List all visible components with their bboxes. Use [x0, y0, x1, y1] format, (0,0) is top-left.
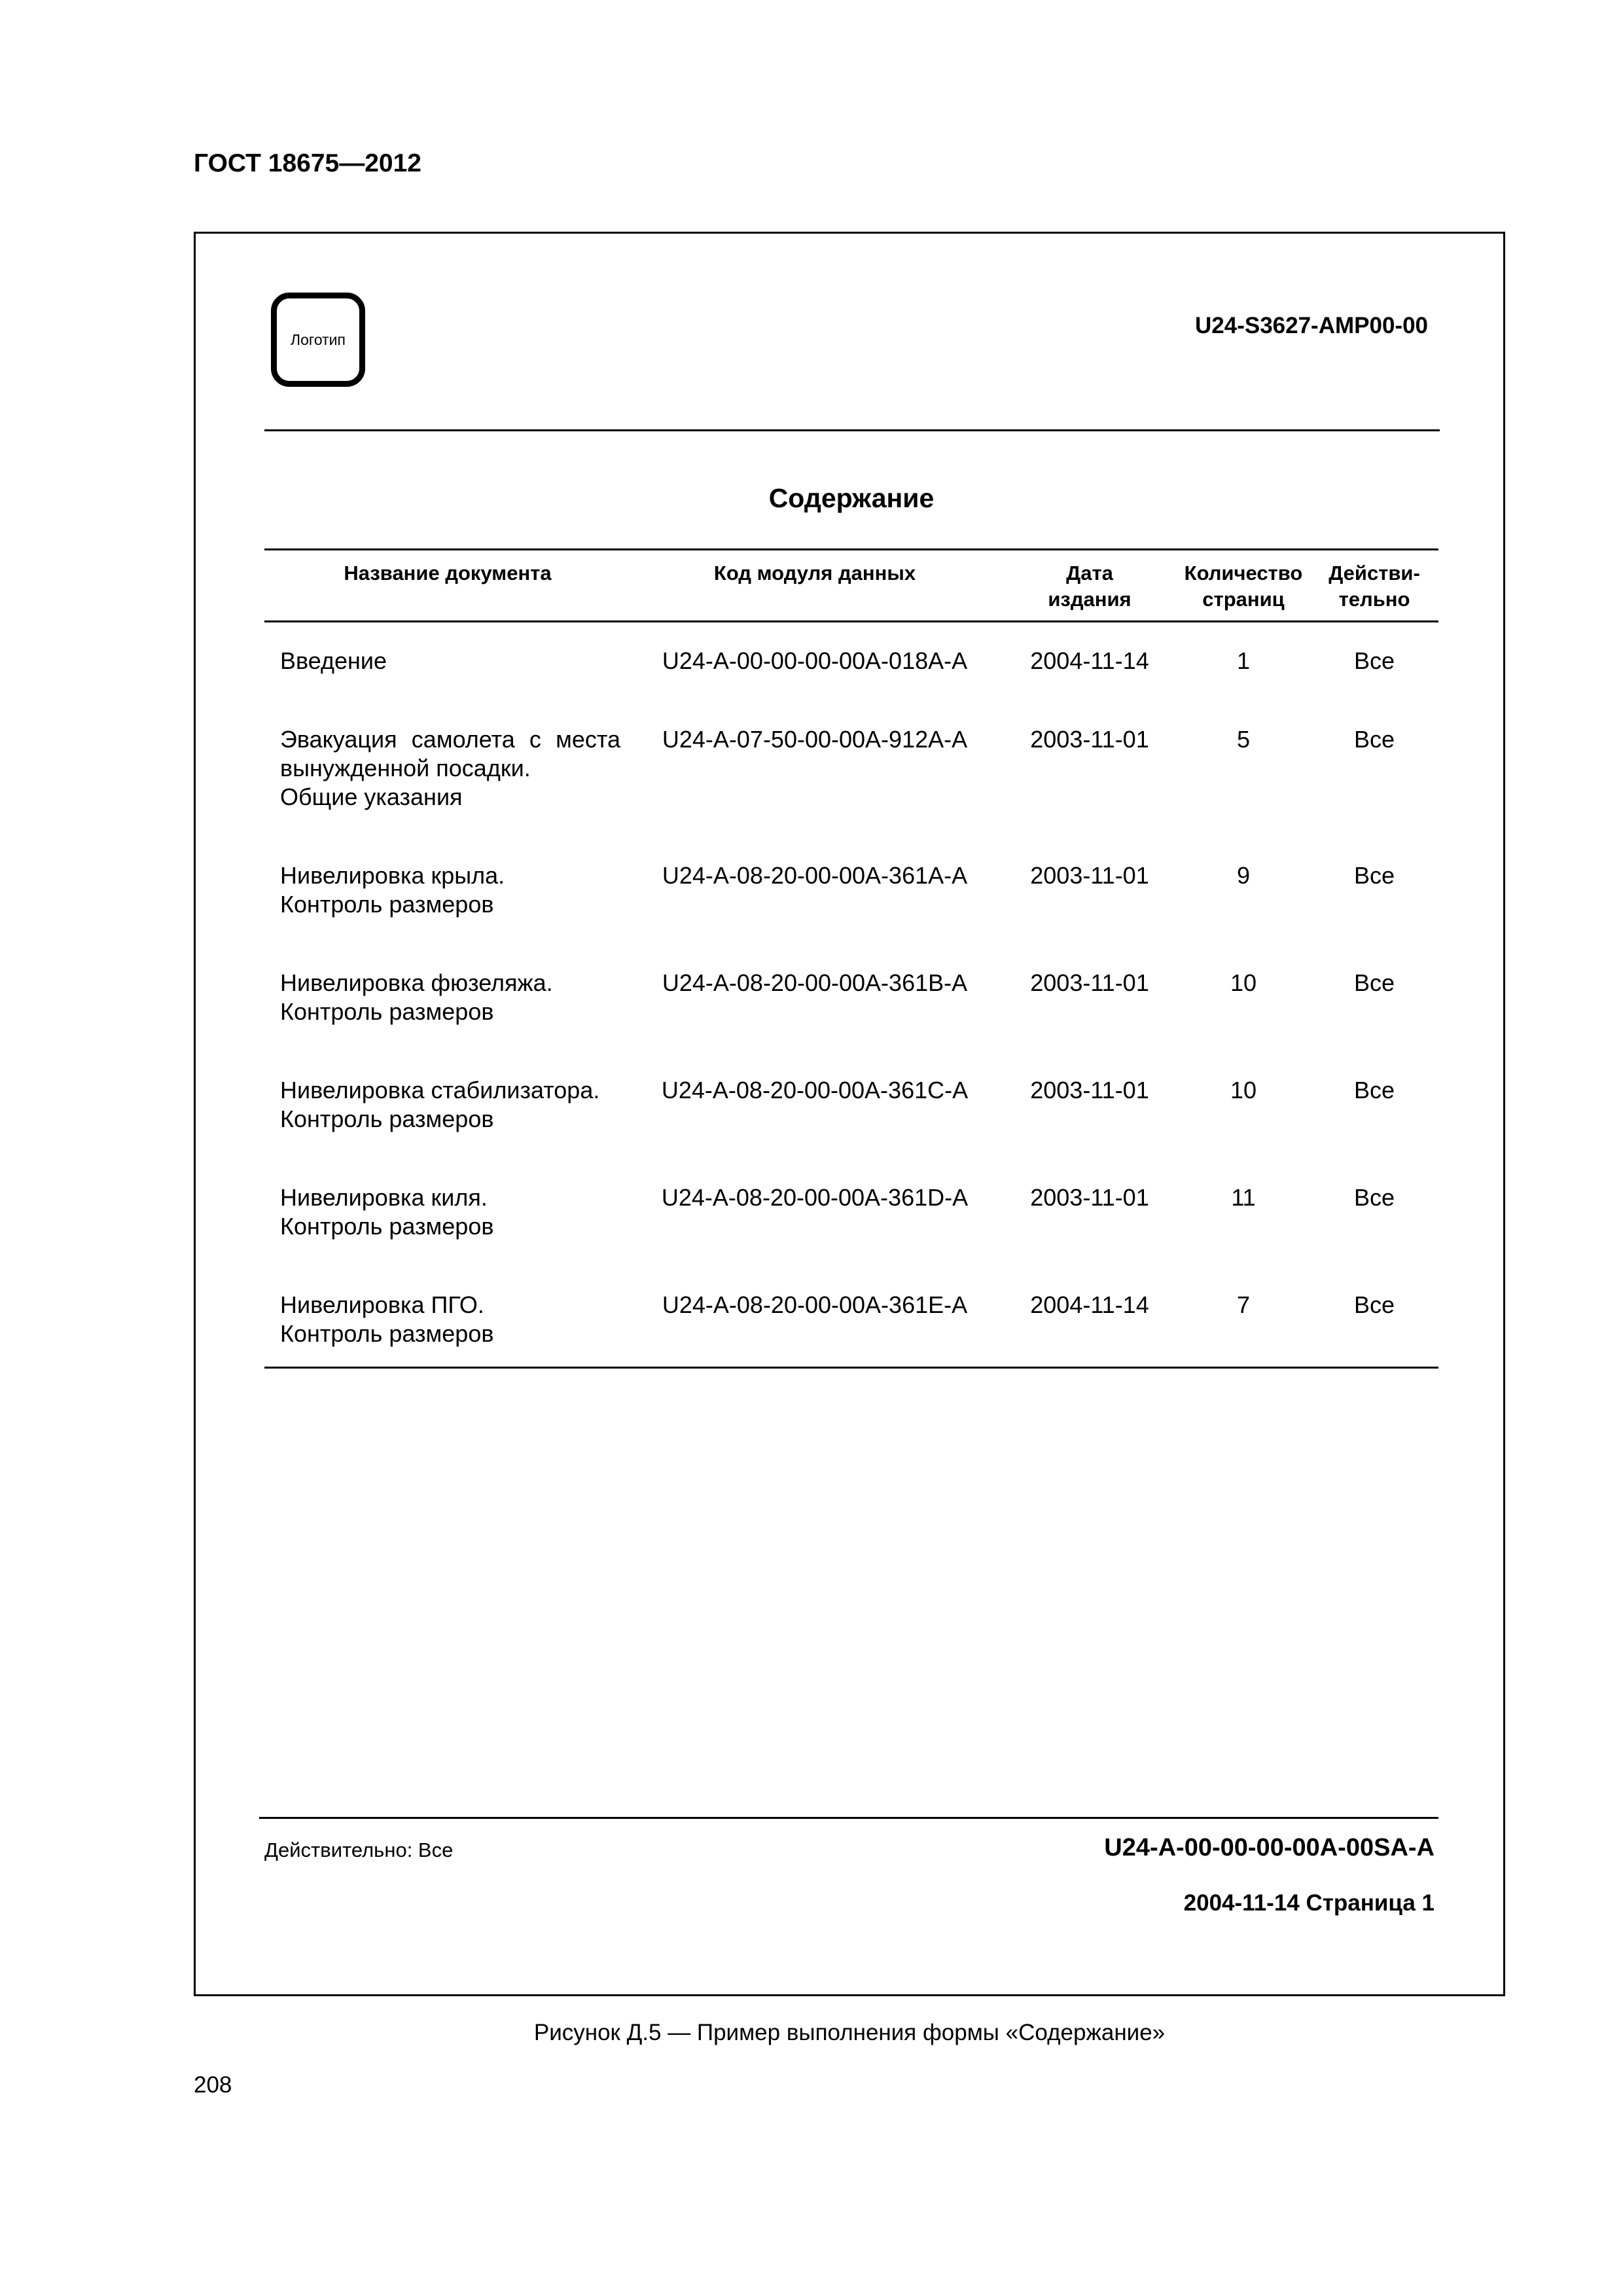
figure-caption: Рисунок Д.5 — Пример выполнения формы «Содержание» [533, 2020, 1166, 2045]
footer-page-info: 2004-11-14 Страница 1 [1183, 1890, 1435, 1916]
column-header-validity: Действи- тельно [1329, 562, 1420, 611]
table-row-date: 2004-11-14 [1030, 647, 1149, 674]
page-number: 208 [194, 2072, 232, 2098]
table-row-validity: Все [1353, 1184, 1395, 1211]
logo-label: Логотип [291, 331, 346, 348]
table-row-name: Нивелировка крыла. Контроль размеров [280, 862, 505, 918]
table-header-rule [264, 620, 1438, 622]
table-row-validity: Все [1353, 647, 1395, 674]
logo-placeholder [271, 293, 365, 387]
footer-document-code: U24-A-00-00-00-00A-00SA-A [1104, 1834, 1435, 1861]
table-row-validity: Все [1353, 1291, 1395, 1318]
table-row-date: 2004-11-14 [1030, 1291, 1149, 1318]
table-row-validity: Все [1353, 1077, 1395, 1103]
table-row-pages: 10 [1230, 969, 1257, 996]
table-row-name: Нивелировка ПГО. Контроль размеров [280, 1291, 494, 1347]
table-row-code: U24-A-08-20-00-00A-361D-A [661, 1184, 969, 1211]
table-row-validity: Все [1353, 969, 1395, 996]
document-code: U24-S3627-AMP00-00 [1194, 313, 1428, 338]
table-top-rule [264, 548, 1438, 550]
table-row-pages: 10 [1230, 1077, 1257, 1103]
table-row-pages: 1 [1236, 647, 1251, 674]
column-header-pages: Количество страниц [1184, 562, 1303, 611]
toc-title: Содержание [768, 483, 935, 513]
table-row-date: 2003-11-01 [1030, 862, 1149, 889]
table-row-code: U24-A-07-50-00-00A-912A-A [662, 726, 968, 753]
footer-validity: Действительно: Все [264, 1839, 454, 1861]
table-row-name: Нивелировка киля. Контроль размеров [280, 1184, 494, 1240]
table-row-pages: 9 [1236, 862, 1251, 889]
table-row-date: 2003-11-01 [1030, 969, 1149, 996]
table-row-date: 2003-11-01 [1030, 726, 1149, 753]
header-divider [264, 429, 1440, 431]
column-header-date: Дата издания [1048, 562, 1132, 611]
table-row-validity: Все [1353, 726, 1395, 753]
table-row-code: U24-A-08-20-00-00A-361C-A [661, 1077, 969, 1103]
table-row-code: U24-A-00-00-00-00A-018A-A [662, 647, 968, 674]
table-row-code: U24-A-08-20-00-00A-361E-A [662, 1291, 968, 1318]
table-row-code: U24-A-08-20-00-00A-361B-A [662, 969, 968, 996]
column-header-name: Название документа [344, 562, 552, 584]
table-row-name: Нивелировка фюзеляжа. Контроль размеров [280, 969, 553, 1025]
table-row-name: Нивелировка стабилизатора. Контроль размеров [280, 1077, 600, 1132]
table-row-date: 2003-11-01 [1030, 1184, 1149, 1211]
table-row-pages: 7 [1236, 1291, 1251, 1318]
table-row-pages: 11 [1231, 1184, 1256, 1211]
table-row-code: U24-A-08-20-00-00A-361A-A [662, 862, 968, 889]
table-row-pages: 5 [1236, 726, 1251, 753]
table-row-name: Введение [280, 647, 387, 674]
footer-divider [259, 1817, 1438, 1819]
table-row-date: 2003-11-01 [1030, 1077, 1149, 1103]
table-row-validity: Все [1353, 862, 1395, 889]
table-row-name: Эвакуация самолета с места вынужденной посадки. Общие указания [280, 726, 620, 810]
column-header-code: Код модуля данных [713, 562, 916, 584]
table-bottom-rule [264, 1367, 1438, 1369]
standard-header: ГОСТ 18675—2012 [194, 149, 421, 177]
